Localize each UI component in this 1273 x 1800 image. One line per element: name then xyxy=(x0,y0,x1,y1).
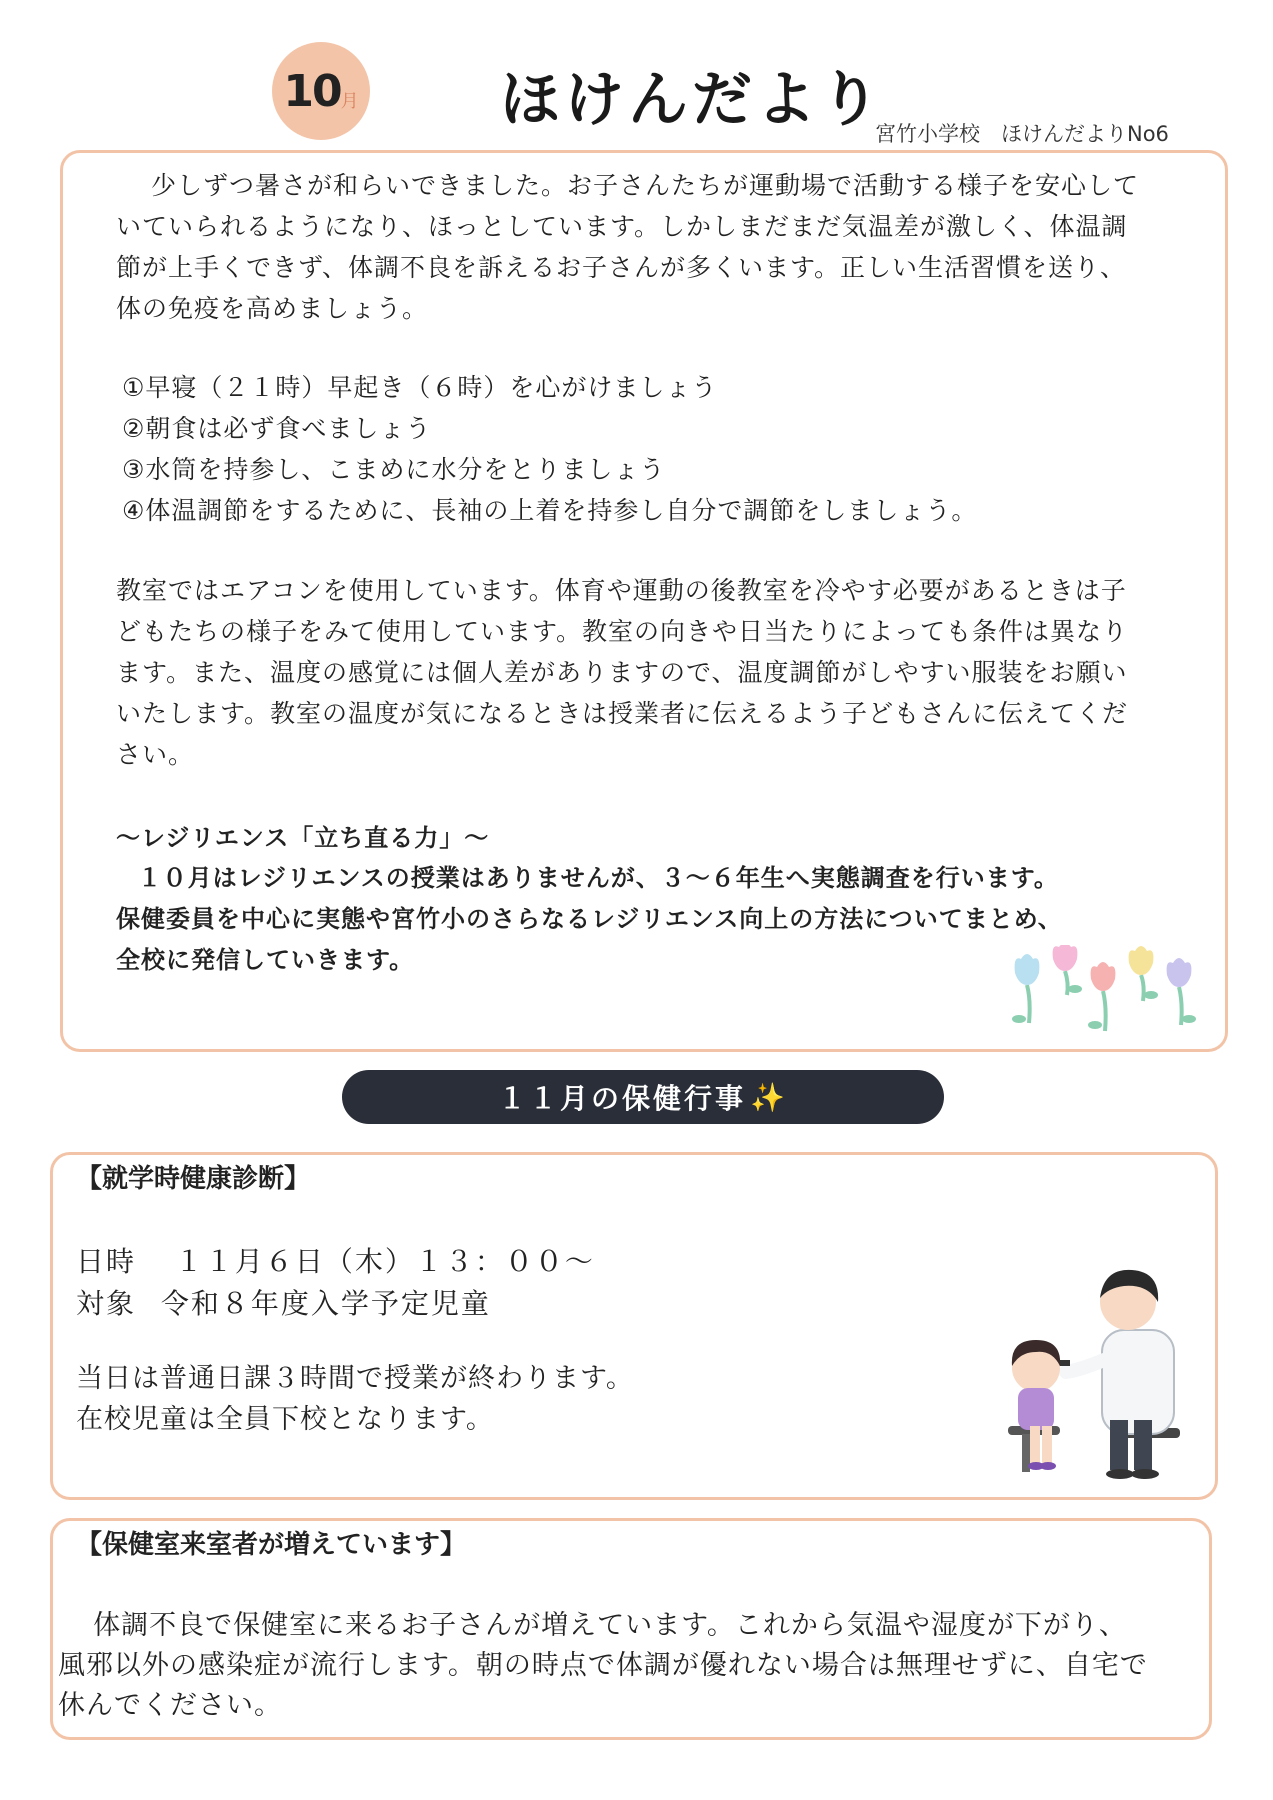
visitors-line: 体調不良で保健室に来るお子さんが増えています。これから気温や湿度が下がり、 xyxy=(93,1610,1127,1641)
checkup-note-line: 当日は普通日課３時間で授業が終わります。 xyxy=(76,1363,634,1394)
date-value: １１月６日（木）１３：００～ xyxy=(174,1245,595,1278)
school-issue: 宮竹小学校 ほけんだよりNo6 xyxy=(875,122,1169,146)
sparkle-icon: ✨ xyxy=(750,1080,788,1114)
doctor-exam-illustration xyxy=(1000,1240,1185,1480)
child-icon xyxy=(1008,1340,1060,1472)
tulip-icon xyxy=(1053,945,1082,995)
checkup-heading: 【就学時健康診断】 xyxy=(76,1164,311,1194)
banner-label: １１月の保健行事 xyxy=(498,1082,747,1115)
events-banner xyxy=(342,1070,944,1124)
checkup-note-line: 在校児童は全員下校となります。 xyxy=(76,1404,494,1435)
checkup-note xyxy=(76,1358,634,1440)
resilience-line: 保健委員を中心に実態や宮竹小のさらなるレジリエンス向上の方法についてまとめ、 xyxy=(116,905,1063,933)
aircon-paragraph: 教室ではエアコンを使用しています。体育や運動の後教室を冷やす必要があるときは子どもたちの様子をみて使用しています。教室の向きや日当たりによっても条件は異なります。また、温度の感覚には個人差がありますので、温度調節がしやすい服装をお願いいたします。教室の温度が気になるときは授業者に伝えるよう子どもさんに伝えてください。 xyxy=(116,576,1129,769)
resilience-line: １０月はレジリエンスの授業はありませんが、３～６年生へ実態調査を行います。 xyxy=(137,864,1059,892)
list-item: ②朝食は必ず食べましょう xyxy=(122,414,432,443)
page-title: ほけんだより xyxy=(500,65,884,135)
resilience-heading: ～レジリエンス「立ち直る力」～ xyxy=(116,824,490,852)
visitors-line: 休んでください。 xyxy=(58,1690,282,1721)
visitors-paragraph xyxy=(58,1606,1203,1726)
intro-paragraph: 少しずつ暑さが和らいできました。お子さんたちが運動場で活動する様子を安心していていられるようになり、ほっとしています。しかしまだまだ気温差が激しく、体温調節が上手くできず、体調不良を訴えるお子さんが多くいます。正しい生活習慣を送り、体の免疫を高めましょう。 xyxy=(116,171,1140,323)
habits-list xyxy=(122,367,977,531)
list-item: ④体温調節をするために、長袖の上着を持参し自分で調節をしましょう。 xyxy=(122,496,978,525)
month-number: 10 xyxy=(283,65,341,117)
list-item: ①早寝（２１時）早起き（６時）を心がけましょう xyxy=(122,373,718,402)
target-label: 対象 xyxy=(76,1287,137,1320)
tulip-icon xyxy=(1012,954,1039,1023)
visitors-line: 風邪以外の感染症が流行します。朝の時点で体調が優れない場合は無理せずに、自宅で xyxy=(58,1650,1148,1681)
month-badge xyxy=(272,42,370,140)
tulips-illustration xyxy=(1005,945,1205,1035)
target-value: 令和８年度入学予定児童 xyxy=(160,1287,491,1320)
month-unit: 月 xyxy=(340,91,359,112)
list-item: ③水筒を持参し、こまめに水分をとりましょう xyxy=(122,455,666,484)
visitors-heading: 【保健室来室者が増えています】 xyxy=(76,1530,467,1560)
doctor-icon xyxy=(1056,1270,1180,1479)
tulip-icon xyxy=(1129,946,1158,1001)
date-label: 日時 xyxy=(76,1245,137,1278)
tulip-icon xyxy=(1088,962,1115,1031)
resilience-line: 全校に発信していきます。 xyxy=(116,946,415,974)
checkup-date-row xyxy=(76,1240,595,1280)
checkup-target-row xyxy=(76,1282,491,1322)
tulip-icon xyxy=(1167,958,1196,1025)
